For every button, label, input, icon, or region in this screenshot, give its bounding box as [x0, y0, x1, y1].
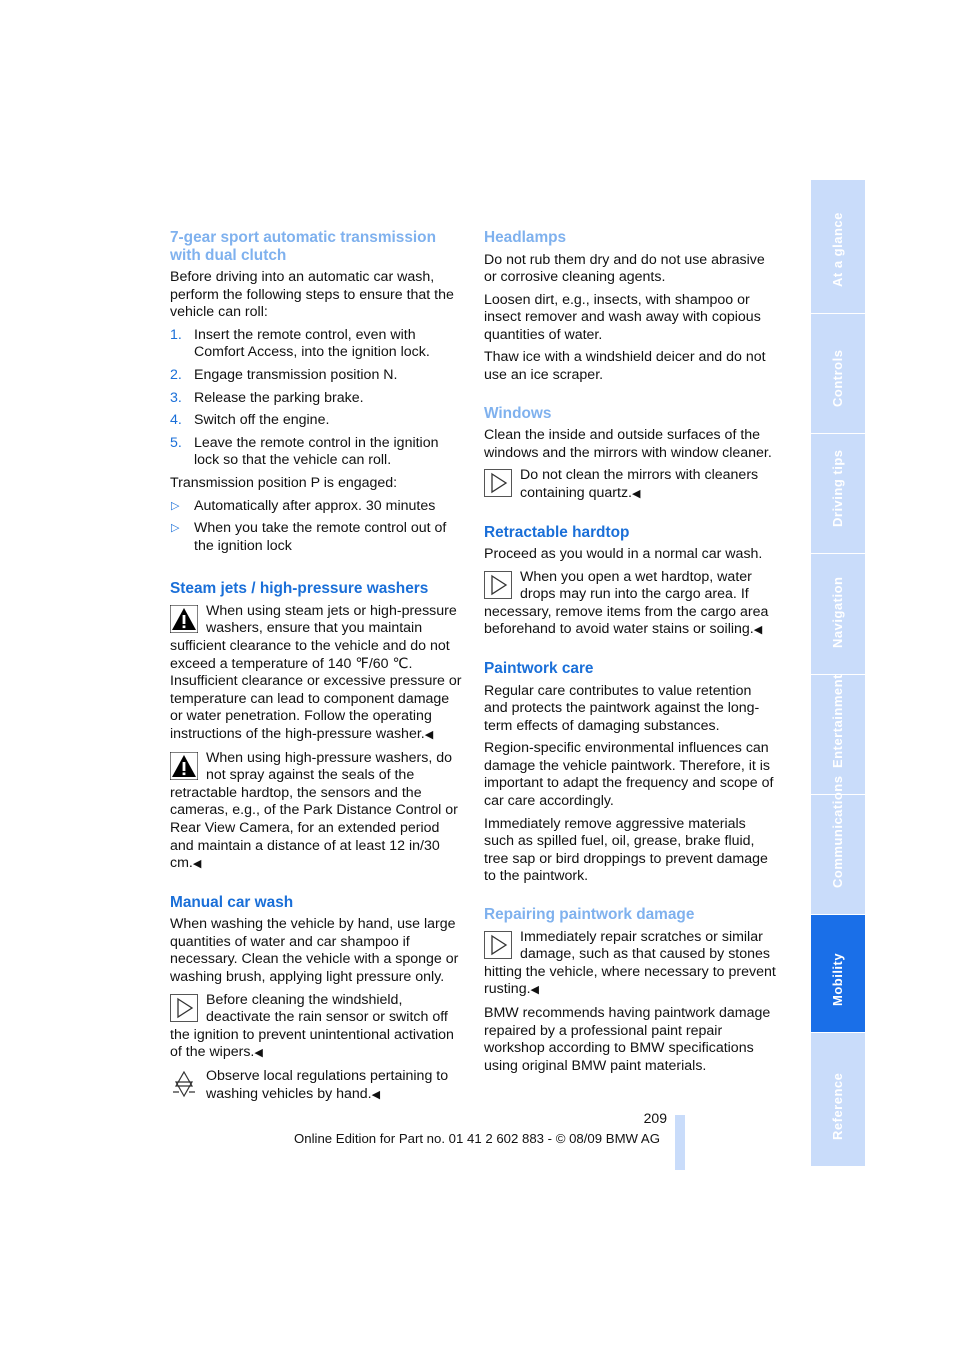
paragraph: BMW recommends having paintwork damage repaired by a professional paint repair workshop according to BMW specifications using original BMW paint materials. [484, 1004, 771, 1074]
tab-driving-tips[interactable] [811, 434, 865, 554]
section-title-transmission: 7-gear sport automatic transmission with dual clutch [170, 229, 436, 264]
right-column [484, 229, 776, 1075]
tab-communications[interactable] [811, 775, 865, 915]
steps-list [170, 327, 462, 470]
tab-controls[interactable] [811, 314, 865, 434]
left-column [170, 229, 462, 1104]
list-item: ▷ Automatically after approx. 30 minutes [171, 497, 436, 514]
section-title-retractable-hardtop: Retractable hardtop [484, 523, 630, 541]
info-arrow-icon [484, 469, 512, 497]
info-note: Immediately repair scratches or similar damage, such as that caused by stones hitting the vehicle, where necessary to prevent rusting.◀ [484, 928, 776, 998]
warning-note: When using steam jets or high-pressure washers, ensure that you maintain sufficient clearance to the vehicle and do not exceed a temperature of 140 ℉/60 ℃. Insufficient clearance or excessive pressure or temperature can lead to component damage or water penetration. Follow the operating instructions of the high-pressure washer.◀ [170, 602, 462, 742]
tab-label: Mobility [830, 953, 846, 1007]
end-mark-icon: ◀ [530, 984, 539, 997]
paragraph: Before driving into an automatic car wash, perform the following steps to ensure that the vehicle can roll: [170, 269, 454, 321]
paragraph: Regular care contributes to value retention and protects the paintwork against the long-term effects of damaging substances. [484, 682, 760, 734]
info-note: Do not clean the mirrors with cleaners containing quartz.◀ [484, 467, 776, 503]
recycle-icon [170, 1070, 198, 1098]
tab-label: At a glance [830, 212, 846, 288]
bullet-list [170, 498, 462, 556]
paragraph: Thaw ice with a windshield deicer and do not use an ice scraper. [484, 349, 766, 384]
tab-label: Entertainment [830, 674, 846, 769]
list-item: ▷ When you take the remote control out of the ignition lock [171, 520, 447, 554]
tab-mobility[interactable] [811, 915, 865, 1033]
triangle-bullet-icon: ▷ [171, 499, 180, 512]
tab-navigation[interactable] [811, 554, 865, 675]
tab-at-a-glance[interactable] [811, 180, 865, 314]
tab-reference[interactable] [811, 1033, 865, 1167]
end-mark-icon: ◀ [254, 1047, 263, 1060]
list-item: 5. Leave the remote control in the ignition lock so that the vehicle can roll. [170, 434, 439, 469]
tab-label: Reference [830, 1073, 846, 1141]
chapter-tabs [811, 180, 865, 1167]
end-mark-icon: ◀ [632, 487, 641, 500]
paragraph: Loosen dirt, e.g., insects, with shampoo or insect remover and wash away with copious quantities of water. [484, 291, 761, 343]
warning-triangle-icon [170, 752, 198, 780]
section-title-headlamps: Headlamps [484, 229, 567, 246]
paragraph: Clean the inside and outside surfaces of the windows and the mirrors with window cleaner. [484, 427, 772, 461]
paragraph: Region-specific environmental influences can damage the vehicle paintwork. Therefore, it is important to adapt the frequency and scope of car care accordingly. [484, 740, 774, 810]
tab-label: Driving tips [830, 449, 846, 528]
section-title-steam-jets: Steam jets / high-pressure washers [170, 580, 429, 598]
tab-label: Navigation [830, 576, 846, 649]
triangle-bullet-icon: ▷ [171, 522, 180, 535]
list-item: 3. Release the parking brake. [170, 389, 364, 406]
list-item: 4. Switch off the engine. [170, 412, 330, 429]
list-item: 2. Engage transmission position N. [170, 366, 398, 383]
section-title-repairing-paintwork: Repairing paintwork damage [484, 906, 695, 924]
tab-label: Controls [830, 349, 846, 408]
info-note: When you open a wet hardtop, water drops may run into the cargo area. If necessary, remove items from the cargo area beforehand to avoid water stains or soiling.◀ [484, 568, 769, 638]
paragraph: Proceed as you would in a normal car wash. [484, 546, 763, 563]
paragraph: Do not rub them dry and do not use abrasive or corrosive cleaning agents. [484, 251, 765, 286]
paragraph: Immediately remove aggressive materials such as spilled fuel, oil, grease, brake fluid, tree sap or bird droppings to prevent damage to the paintwork. [484, 815, 768, 885]
end-mark-icon: ◀ [192, 858, 202, 871]
end-mark-icon: ◀ [424, 728, 434, 741]
warning-note: When using high-pressure washers, do not spray against the seals of the retractable hardtop, the sensors and the cameras, e.g., of the Park Distance Control or Rear View Camera, for an extended period and maintain a distance of at least 12 in/30 cm.◀ [170, 749, 458, 872]
section-title-paintwork-care: Paintwork care [484, 660, 594, 677]
section-title-windows: Windows [484, 404, 552, 422]
info-arrow-icon [484, 931, 512, 959]
paragraph: Transmission position P is engaged: [170, 474, 398, 491]
end-mark-icon: ◀ [371, 1088, 381, 1101]
footer-text: Online Edition for Part no. 01 41 2 602 883 - © 08/09 BMW AG [294, 1131, 660, 1146]
info-arrow-icon [484, 571, 512, 599]
warning-triangle-icon [170, 605, 198, 633]
environment-note: Observe local regulations pertaining to washing vehicles by hand.◀ [170, 1068, 462, 1104]
end-mark-icon: ◀ [753, 624, 763, 637]
info-note: Before cleaning the windshield, deactivate the rain sensor or switch off the ignition to prevent unintentional activation of the wipers.◀ [170, 991, 454, 1061]
page-number: 209 [643, 1110, 667, 1126]
section-title-manual-car-wash: Manual car wash [170, 893, 294, 911]
footer-bar [675, 1115, 685, 1170]
tab-label: Communications [830, 775, 846, 889]
list-item: 1. Insert the remote control, even with Comfort Access, into the ignition lock. [170, 326, 430, 361]
paragraph: When washing the vehicle by hand, use large quantities of water and car shampoo if necessary. Clean the vehicle with a sponge or washing brush, applying light pressure only. [170, 916, 459, 985]
info-arrow-icon [170, 994, 198, 1022]
